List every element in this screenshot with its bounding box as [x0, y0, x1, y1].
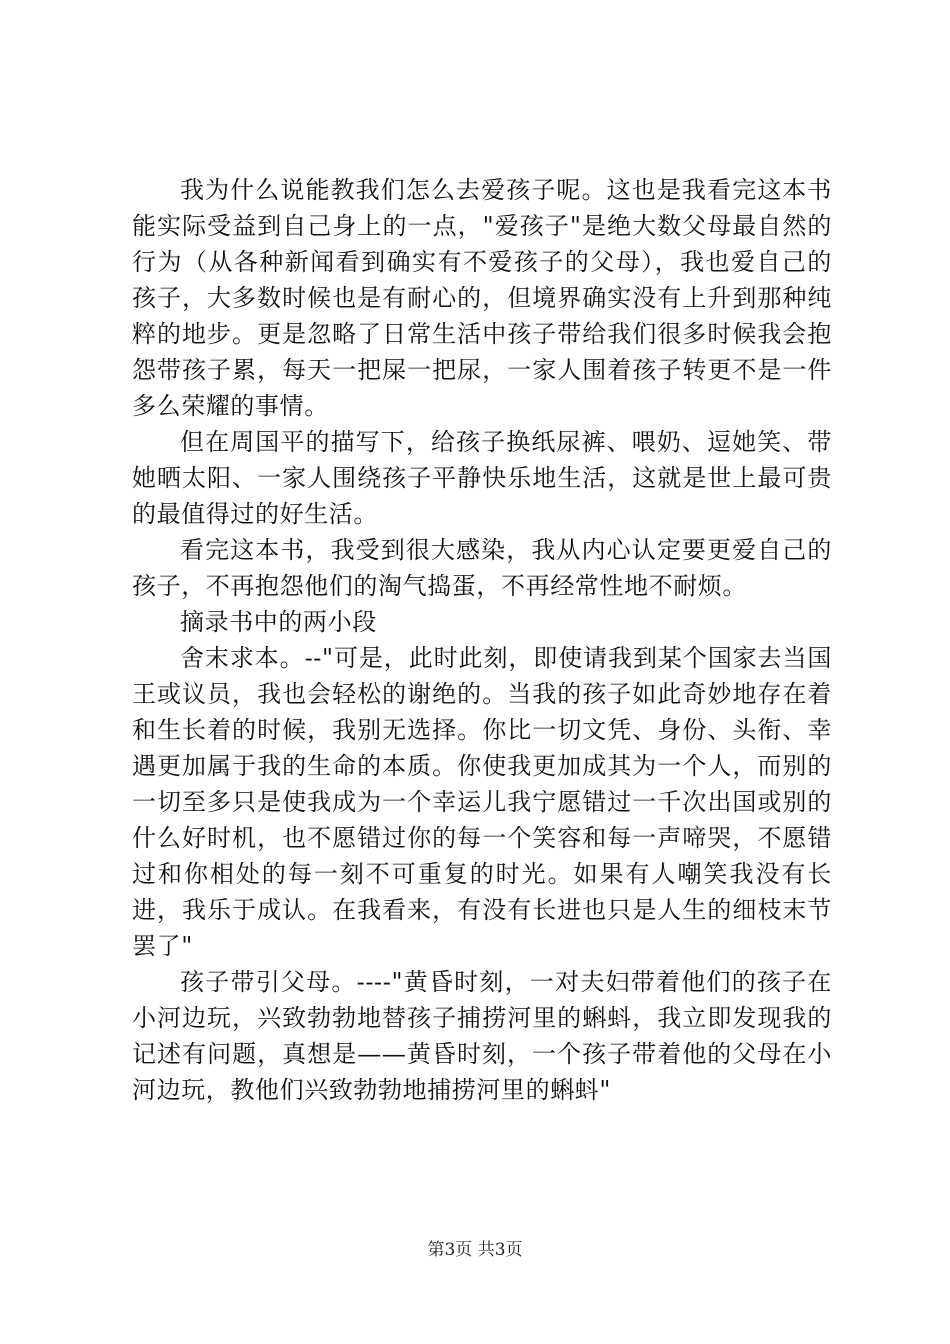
- document-body: [132, 172, 832, 1108]
- paragraph-good-life: 但在周国平的描写下，给孩子换纸尿裤、喂奶、逗她笑、带她晒太阳、一家人围绕孩子平静快乐地生活，这就是世上最可贵的最值得过的好生活。: [132, 428, 832, 528]
- paragraph-love-children: 我为什么说能教我们怎么去爱孩子呢。这也是我看完这本书能实际受益到自己身上的一点，"爱孩子"是绝大数父母最自然的行为（从各种新闻看到确实有不爱孩子的父母），我也爱自己的孩子，大多数时候也是有耐心的，但境界确实没有上升到那种纯粹的地步。更是忽略了日常生活中孩子带给我们很多时候我会抱怨带孩子累，每天一把屎一把尿，一家人围着孩子转更不是一件多么荣耀的事情。: [132, 176, 832, 420]
- paragraph-excerpt-two: 孩子带引父母。----"黄昏时刻，一对夫妇带着他们的孩子在小河边玩，兴致勃勃地替孩子捕捞河里的蝌蚪，我立即发现我的记述有问题，真想是——黄昏时刻，一个孩子带着他的父母在小河边玩，教他们兴致勃勃地捕捞河里的蝌蚪": [132, 968, 832, 1104]
- page-footer: 第3页 共3页: [427, 1240, 523, 1260]
- paragraph-excerpt-heading: 摘录书中的两小段: [180, 608, 377, 636]
- paragraph-excerpt-one: 舍末求本。--"可是，此时此刻，即使请我到某个国家去当国王或议员，我也会轻松的谢绝的。当我的孩子如此奇妙地存在着和生长着的时候，我别无选择。你比一切文凭、身份、头衔、幸遇更加属于我的生命的本质。你使我更加成其为一个人，而别的一切至多只是使我成为一个幸运儿我宁愿错过一千次出国或别的什么好时机，也不愿错过你的每一个笑容和每一声啼哭，不愿错过和你相处的每一刻不可重复的时光。如果有人嘲笑我没有长进，我乐于成认。在我看来，有没有长进也只是人生的细枝末节罢了": [132, 644, 832, 960]
- paragraph-reflection: 看完这本书，我受到很大感染，我从内心认定要更爱自己的孩子，不再抱怨他们的淘气捣蛋，不再经常性地不耐烦。: [132, 536, 832, 600]
